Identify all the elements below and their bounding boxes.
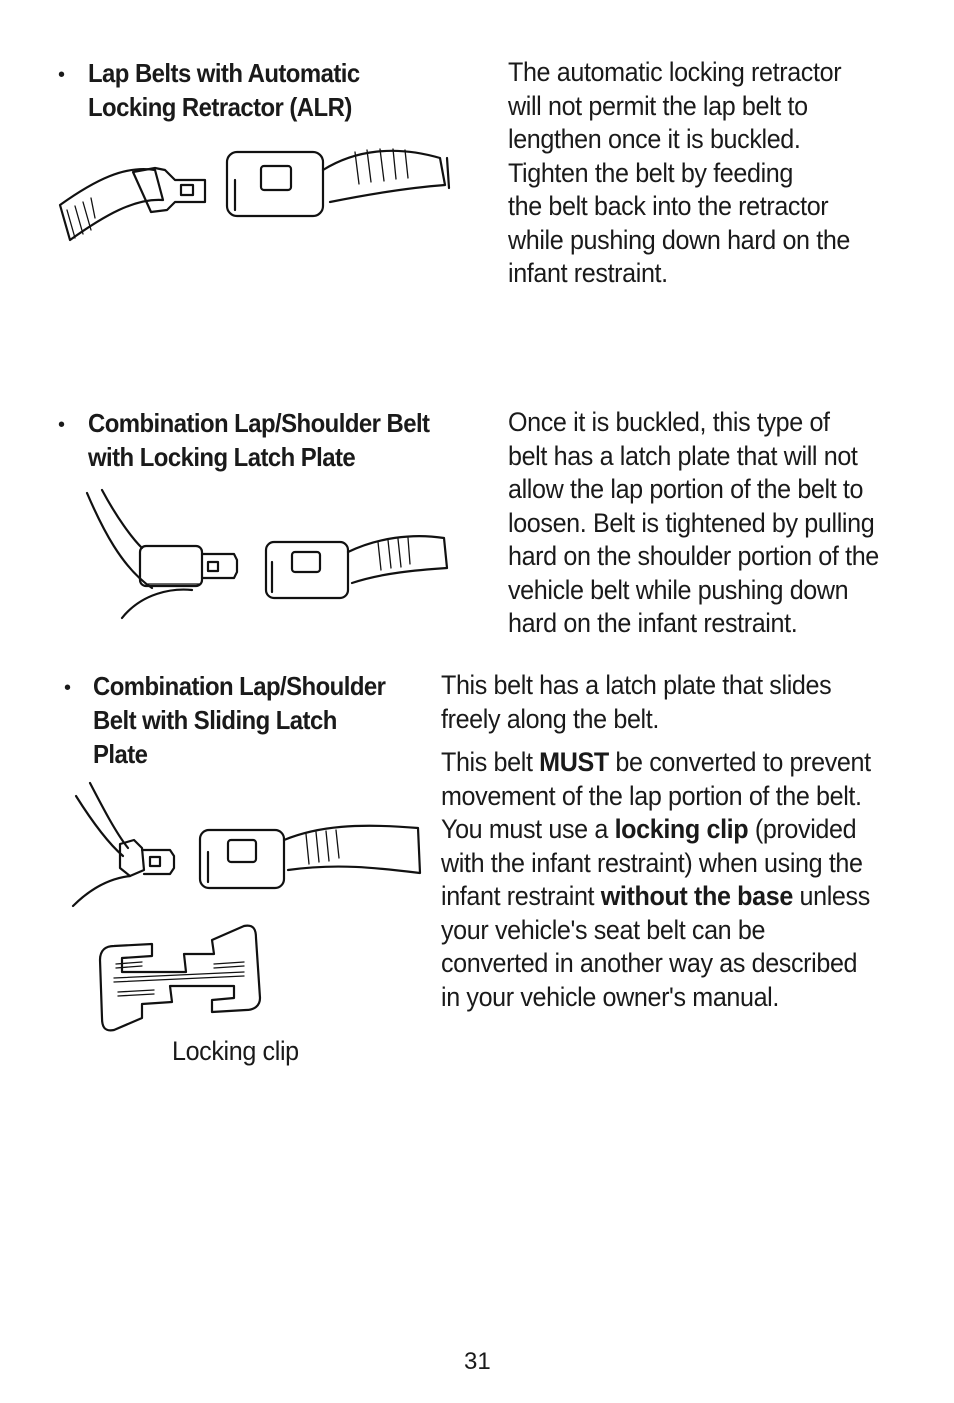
body-line: hard on the infant restraint. bbox=[508, 608, 798, 638]
body-line: with the infant restraint) when using the bbox=[441, 847, 863, 878]
alr-belt-illustration bbox=[55, 140, 455, 255]
body-line: Tighten the belt by feeding bbox=[508, 157, 793, 188]
section-2-heading bbox=[88, 406, 429, 474]
locking-clip-illustration bbox=[94, 920, 264, 1035]
locking-latch-plate-illustration bbox=[82, 488, 452, 628]
text-run: unless bbox=[792, 881, 870, 911]
body-line: The automatic locking retractor bbox=[508, 57, 842, 87]
body-line: in your vehicle owner's manual. bbox=[441, 981, 780, 1012]
body-line: This belt has a latch plate that slides bbox=[441, 670, 832, 700]
section-3-intro bbox=[441, 669, 831, 736]
body-line bbox=[441, 746, 871, 780]
body-line: loosen. Belt is tightened by pulling bbox=[508, 507, 875, 538]
page-number: 31 bbox=[464, 1348, 491, 1375]
body-line: lengthen once it is buckled. bbox=[508, 124, 801, 154]
bullet-2: • bbox=[58, 414, 66, 436]
locking-clip-caption: Locking clip bbox=[172, 1036, 299, 1066]
body-line: allow the lap portion of the belt to bbox=[508, 474, 864, 504]
body-line: infant restraint. bbox=[508, 258, 668, 288]
body-line: Once it is buckled, this type of bbox=[508, 407, 830, 437]
text-run: You must use a bbox=[441, 814, 615, 844]
section-1-body bbox=[508, 56, 850, 291]
heading-line: Belt with Sliding Latch bbox=[93, 705, 337, 735]
body-line: will not permit the lap belt to bbox=[508, 90, 808, 121]
emphasis-locking-clip: locking clip bbox=[614, 814, 749, 844]
body-line: hard on the shoulder portion of the bbox=[508, 541, 879, 571]
body-line: movement of the lap portion of the belt. bbox=[441, 780, 862, 811]
bullet-3: • bbox=[64, 677, 72, 699]
body-line: belt has a latch plate that will not bbox=[508, 440, 858, 471]
section-3-heading bbox=[93, 669, 385, 771]
section-1-heading bbox=[88, 56, 360, 124]
body-line bbox=[441, 880, 871, 914]
body-line: the belt back into the retractor bbox=[508, 191, 829, 221]
body-line: your vehicle's seat belt can be bbox=[441, 914, 766, 945]
emphasis-without-base: without the base bbox=[600, 881, 793, 911]
text-run: be converted to prevent bbox=[608, 747, 871, 777]
section-3-body bbox=[441, 746, 871, 1014]
heading-line: Combination Lap/Shoulder Belt bbox=[88, 408, 430, 438]
heading-line: with Locking Latch Plate bbox=[88, 442, 356, 472]
body-line: vehicle belt while pushing down bbox=[508, 574, 849, 605]
body-line: while pushing down hard on the bbox=[508, 224, 851, 255]
emphasis-must: MUST bbox=[539, 747, 609, 777]
heading-line: Plate bbox=[93, 739, 148, 769]
body-line bbox=[441, 813, 871, 847]
text-run: infant restraint bbox=[441, 881, 601, 911]
sliding-latch-plate-illustration bbox=[68, 778, 428, 910]
heading-line: Combination Lap/Shoulder bbox=[93, 671, 386, 701]
section-2-body bbox=[508, 406, 879, 641]
text-run: (provided bbox=[748, 814, 857, 844]
body-line: freely along the belt. bbox=[441, 703, 659, 734]
text-run: This belt bbox=[441, 747, 540, 777]
heading-line: Locking Retractor (ALR) bbox=[88, 92, 352, 122]
bullet-1: • bbox=[58, 64, 66, 86]
body-line: converted in another way as described bbox=[441, 948, 858, 978]
heading-line: Lap Belts with Automatic bbox=[88, 58, 360, 88]
